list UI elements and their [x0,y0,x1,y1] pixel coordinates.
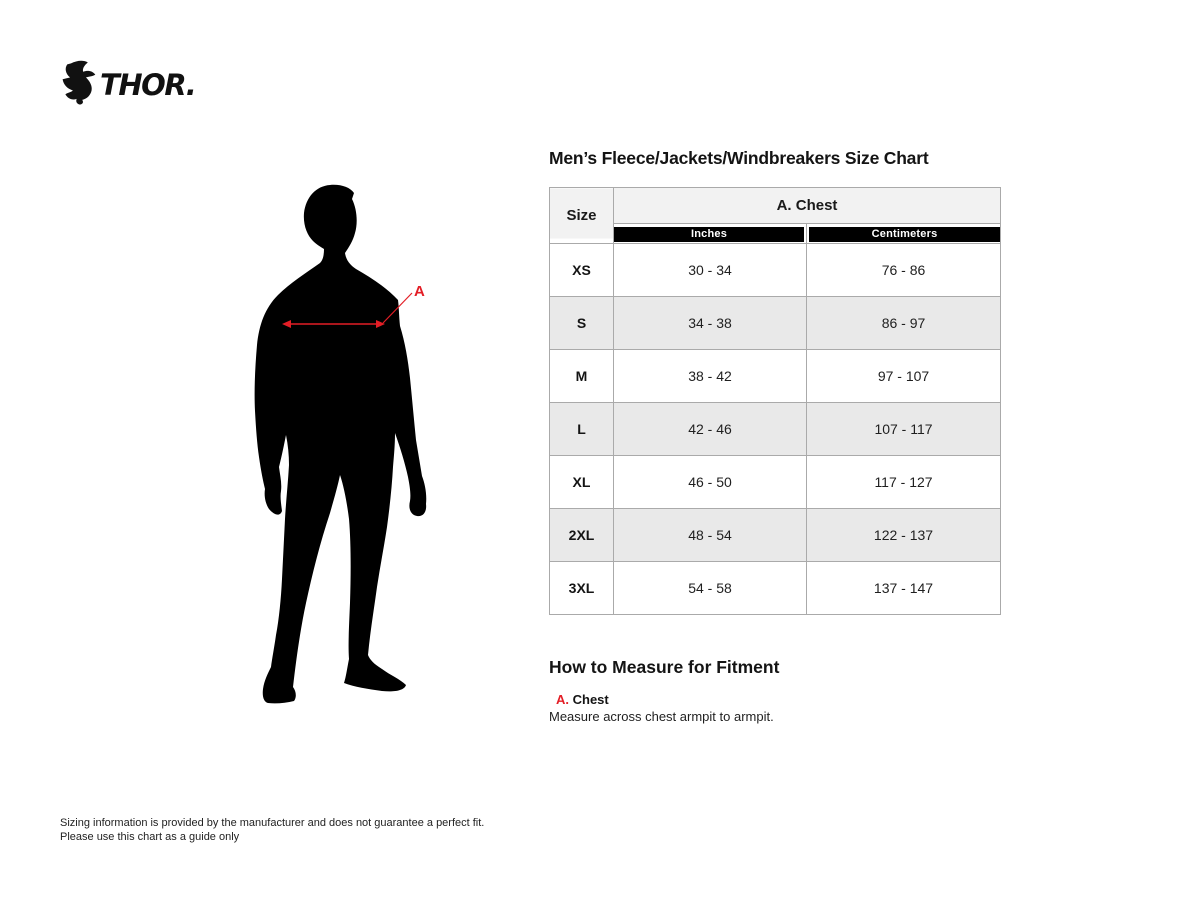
centimeters-header-bar: Centimeters [809,227,1000,242]
measure-item-title [549,691,774,708]
chest-group-header: A. Chest [614,188,1001,224]
size-chart-table [549,187,1001,615]
centimeters-header-cell [807,224,1001,244]
chest-measure-letter: A [414,283,425,300]
inches-value: 46 - 50 [614,456,807,509]
table-header-row [550,188,1001,224]
inches-value: 42 - 46 [614,403,807,456]
measure-item-letter: A. [556,692,569,707]
table-row [550,297,1001,350]
measure-instructions [549,691,774,725]
centimeters-value: 137 - 147 [807,562,1001,615]
size-label: XS [550,244,614,297]
inches-value: 48 - 54 [614,509,807,562]
size-label: S [550,297,614,350]
goat-head-icon [63,61,96,105]
size-label: M [550,350,614,403]
disclaimer-line-1: Sizing information is provided by the manufacturer and does not guarantee a perfect fit. [60,817,485,829]
size-chart-table-container [549,187,1001,615]
size-label: 3XL [550,562,614,615]
size-column-header: Size [550,188,614,244]
table-row [550,509,1001,562]
centimeters-value: 117 - 127 [807,456,1001,509]
measure-item-description: Measure across chest armpit to armpit. [549,709,774,724]
howto-heading: How to Measure for Fitment [549,657,780,677]
centimeters-value: 122 - 137 [807,509,1001,562]
table-row [550,403,1001,456]
disclaimer [60,816,484,844]
inches-value: 38 - 42 [614,350,807,403]
table-row [550,562,1001,615]
inches-value: 54 - 58 [614,562,807,615]
table-row [550,244,1001,297]
size-label: 2XL [550,509,614,562]
inches-header-bar: Inches [614,227,804,242]
centimeters-value: 86 - 97 [807,297,1001,350]
size-label: XL [550,456,614,509]
disclaimer-line-2: Please use this chart as a guide only [60,831,240,843]
inches-value: 34 - 38 [614,297,807,350]
centimeters-value: 76 - 86 [807,244,1001,297]
table-row [550,456,1001,509]
inches-header-cell [614,224,807,244]
logo-wordmark: THOR. [99,68,196,103]
male-silhouette-diagram [250,183,440,705]
centimeters-value: 97 - 107 [807,350,1001,403]
table-subheader-row [550,224,1001,244]
inches-value: 30 - 34 [614,244,807,297]
table-row [550,350,1001,403]
centimeters-value: 107 - 117 [807,403,1001,456]
size-chart-title: Men’s Fleece/Jackets/Windbreakers Size Chart [549,148,929,168]
measure-item-label: Chest [572,692,609,707]
male-silhouette [255,185,427,704]
size-label: L [550,403,614,456]
thor-logo [57,58,199,108]
